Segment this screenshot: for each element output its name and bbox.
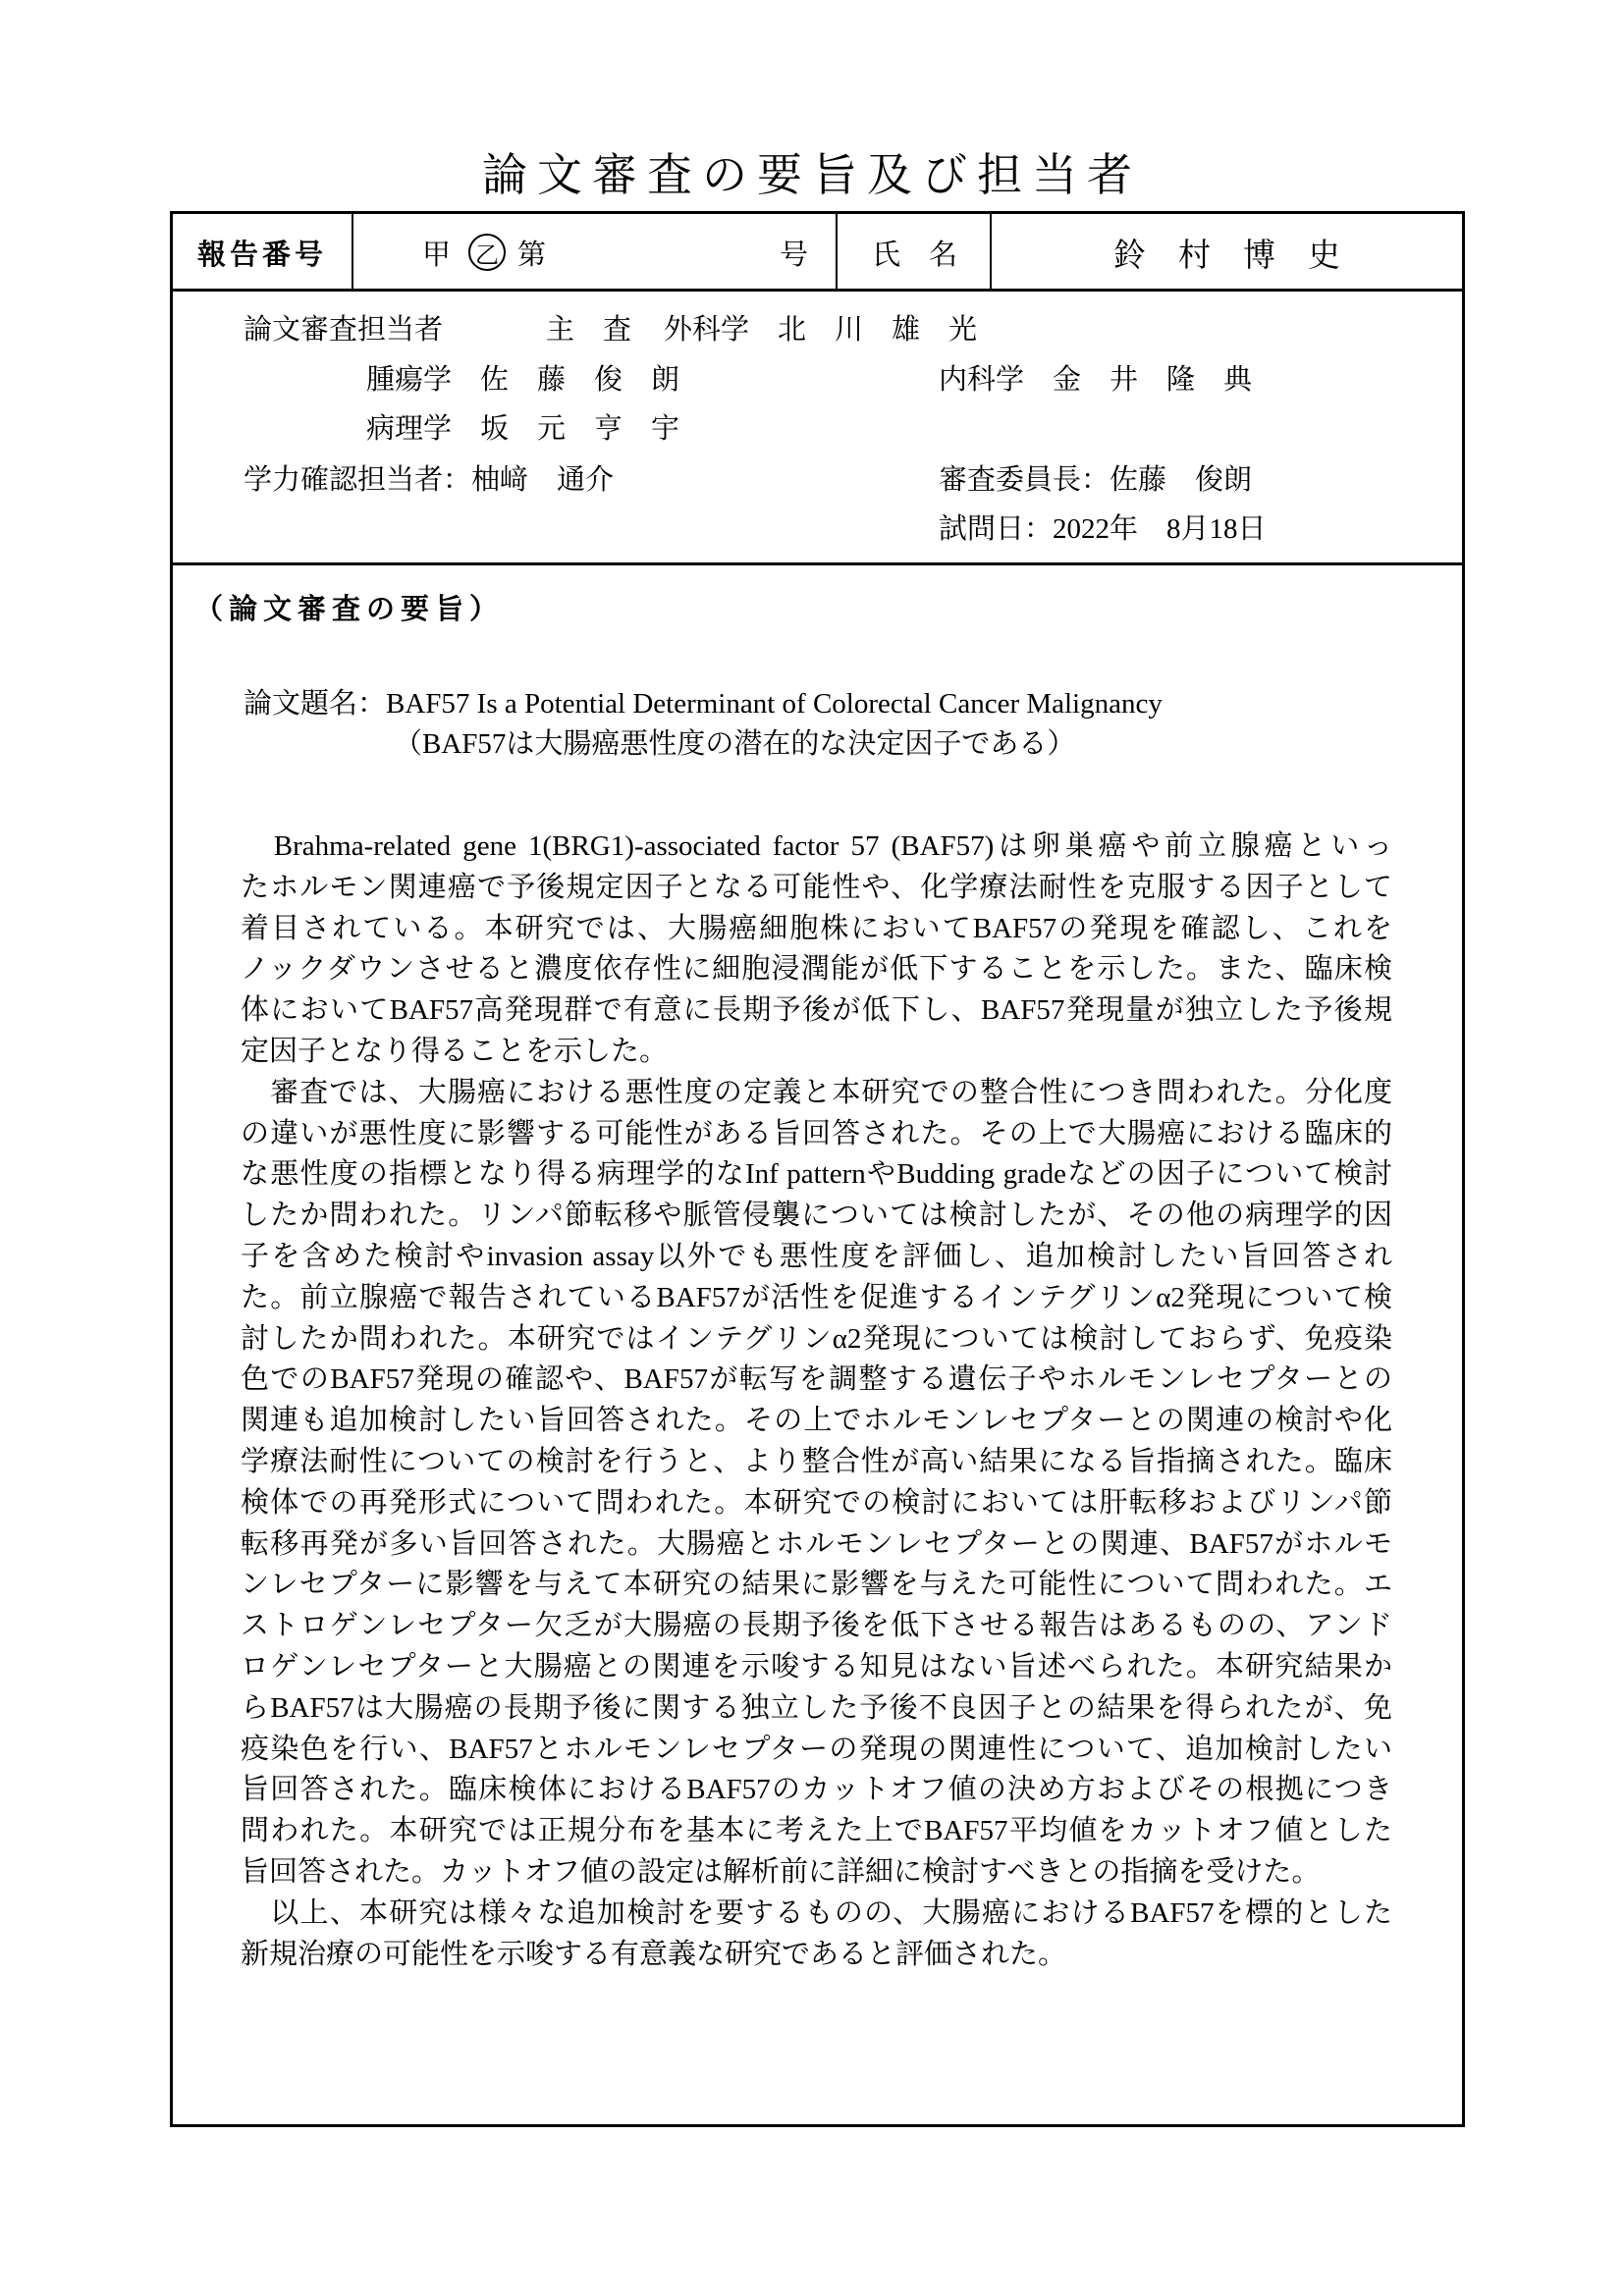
summary-body	[241, 827, 1392, 1975]
otsu-circled: 乙	[468, 234, 506, 271]
summary-line: 問われた。本研究では正規分布を基本に考えた上でBAF57平均値をカットオフ値とした	[241, 1815, 1392, 1847]
divider	[173, 562, 1462, 565]
summary-line: 関連も追加検討したい旨回答された。その上でホルモンレセプターとの関連の検討や化	[241, 1405, 1392, 1437]
report-number-field	[353, 214, 838, 291]
chief-label: 主 査	[546, 314, 632, 346]
summary-line: 新規治療の可能性を示唆する有意義な研究であると評価された。	[241, 1938, 1067, 1970]
summary-line: た。前立腺癌で報告されているBAF57が活性を促進するインテグリンα2発現について検	[241, 1281, 1392, 1313]
name-label: 氏 名	[871, 239, 957, 271]
summary-line: 定因子となり得ることを示した。	[241, 1035, 669, 1067]
academic-check-examiner: 学力確認担当者：柚﨑 通介	[244, 464, 615, 496]
kou-label: 甲	[422, 239, 452, 271]
gou-label: 号	[779, 239, 808, 271]
summary-line: ストロゲンレセプター欠乏が大腸癌の長期予後を低下させる報告はあるものの、アンド	[241, 1610, 1392, 1642]
page-title: 論文審査の要旨及び担当者	[482, 150, 1142, 200]
summary-heading: （論文審査の要旨）	[194, 594, 505, 625]
summary-line: Brahma-related gene 1(BRG1)-associated factor 57 (BAF57)は卵巣癌や前立腺癌といっ	[241, 830, 1392, 862]
examiner-oncology: 腫瘍学 佐 藤 俊 朗	[366, 364, 680, 396]
summary-line: 転移再発が多い旨回答された。大腸癌とホルモンレセプターとの関連、BAF57がホルモ	[241, 1527, 1392, 1560]
summary-line: 着目されている。本研究では、大腸癌細胞株においてBAF57の発現を確認し、これを	[241, 912, 1392, 944]
committee-chair: 審査委員長：佐藤 俊朗	[939, 464, 1253, 496]
thesis-title-row	[244, 681, 1163, 721]
summary-line: 子を含めた検討やinvasion assay以外でも悪性度を評価し、追加検討したい旨回答され	[241, 1240, 1392, 1272]
chief-examiner: 外科学 北 川 雄 光	[664, 314, 978, 346]
summary-line: ノックダウンさせると濃度依存性に細胞浸潤能が低下することを示した。また、臨床検	[241, 953, 1392, 986]
summary-line: の違いが悪性度に影響する可能性がある旨回答された。その上で大腸癌における臨床的	[241, 1117, 1392, 1149]
dai-label: 第	[517, 239, 547, 271]
summary-line: したか問われた。リンパ節転移や脈管侵襲については検討したが、その他の病理学的因	[241, 1200, 1392, 1232]
exam-date: 試問日：2022年 8月18日	[939, 513, 1267, 545]
summary-line: 学療法耐性についての検討を行うと、より整合性が高い結果になる旨指摘された。臨床	[241, 1445, 1392, 1477]
summary-line: 討したか問われた。本研究ではインテグリンα2発現については検討しておらず、免疫染	[241, 1322, 1392, 1355]
report-number-label: 報告番号	[196, 239, 327, 271]
summary-line: 旨回答された。カットオフ値の設定は解析前に詳細に検討すべきとの指摘を受けた。	[241, 1855, 1321, 1888]
summary-line: 色でのBAF57発現の確認や、BAF57が転写を調整する遺伝子やホルモンレセプターとの	[241, 1363, 1392, 1396]
name-value: 鈴 村 博 史	[1113, 238, 1340, 274]
summary-line: 疫染色を行い、BAF57とホルモンレセプターの発現の関連性について、追加検討したい	[241, 1733, 1392, 1765]
examiners-label: 論文審査担当者	[244, 314, 444, 346]
summary-line: 体においてBAF57高発現群で有意に長期予後が低下し、BAF57発現量が独立した予後規	[241, 994, 1392, 1027]
summary-line: ンレセプターに影響を与えて本研究の結果に影響を与えた可能性について問われた。エ	[241, 1569, 1392, 1601]
summary-line: 検体での再発形式について問われた。本研究での検討においては肝転移およびリンパ節	[241, 1486, 1392, 1519]
summary-line: 旨回答された。臨床検体におけるBAF57のカットオフ値の決め方およびその根拠につき	[241, 1774, 1392, 1806]
summary-line: 審査では、大腸癌における悪性度の定義と本研究での整合性につき問われた。分化度	[241, 1076, 1392, 1108]
summary-line: ロゲンレセプターと大腸癌との関連を示唆する知見はない旨述べられた。本研究結果か	[241, 1650, 1392, 1682]
summary-line: らBAF57は大腸癌の長期予後に関する独立した予後不良因子との結果を得られたが、免	[241, 1691, 1392, 1724]
summary-line: 以上、本研究は様々な追加検討を要するものの、大腸癌におけるBAF57を標的とした	[241, 1896, 1392, 1929]
divider	[173, 289, 1462, 292]
thesis-title-ja: （BAF57は大腸癌悪性度の潜在的な決定因子である）	[394, 728, 1076, 760]
summary-line: たホルモン関連癌で予後規定因子となる可能性や、化学療法耐性を克服する因子として	[241, 871, 1392, 903]
thesis-title: BAF57 Is a Potential Determinant of Colorectal Cancer Malignancy	[386, 688, 1163, 720]
examiner-internal-medicine: 内科学 金 井 隆 典	[939, 364, 1253, 396]
summary-line: な悪性度の指標となり得る病理学的なInf patternやBudding gradeなどの因子について検討	[241, 1158, 1392, 1191]
thesis-title-label: 論文題名：	[244, 688, 387, 720]
examiner-pathology: 病理学 坂 元 亨 宇	[366, 413, 680, 445]
